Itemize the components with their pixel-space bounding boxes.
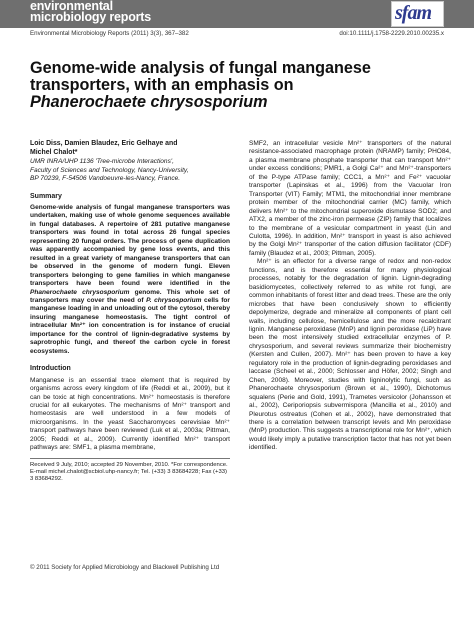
summary-text bbox=[30, 204, 230, 356]
journal-name-line2: microbiology reports bbox=[30, 10, 152, 24]
citation-info: Environmental Microbiology Reports (2011) 3(3), 367–382 bbox=[30, 30, 189, 37]
right-paragraph-1: SMF2, an intracellular vesicle Mn²⁺ transporters of the natural resistance-associated macrophage protein (NRAMP) family; PHO84, a plasma membrane phosphate transporter that can transport Mn²⁺ under excess conditions; PMR1, a Golgi Ca²⁺ and Mn²⁺-transporters of the P-type ATPase family; CCC1, a Mn²⁺ and Fe²⁺ vacuolar transporter (Lapinskas et al., 1996) from the Vacuolar Iron Transporter (VIT) Family; MTM1, the mitochondrial inner membrane protein member of the mitochondrial carrier (MC) family, which delivers Mn²⁺ to the mitochondrial superoxide dismutase SOD2; and ATX2, a member of the zinc-iron permease (ZIP) family that localizes to the membrane of a vesicular compartment in yeast (Lin and Culotta, 1996). In addition, Mn²⁺ transport in yeast is also achieved by the Golgi Mn²⁺ transporter of the cation diffusion facilitator (CDF) family (Blaudez et al., 2003; Pittman, 2005). bbox=[249, 140, 451, 257]
summary-part-2: genome. This whole set of transporters may cover the need of bbox=[30, 288, 230, 304]
affiliation bbox=[30, 158, 230, 183]
journal-name bbox=[30, 1, 151, 23]
sfam-logo-text: sfam bbox=[395, 2, 431, 24]
right-column bbox=[249, 140, 451, 453]
journal-header-band bbox=[0, 0, 474, 28]
summary-species-1: Phanerochaete chrysosporium bbox=[30, 288, 130, 296]
affiliation-line-3: BP 70239, F-54506 Vandoeuvre-les-Nancy, France. bbox=[30, 175, 181, 183]
summary-heading: Summary bbox=[30, 192, 62, 200]
summary-part-3: cells for manganese loading in and unloading out of the cytosol, thereby insuring manganese homeostasis. The tight control of intracellular Mn²⁺ ion concentration is for instance of crucial importance for the control of lignin-degradative systems by saprotrophic fungi, and thereof the carbon cycle in forest ecosystems. bbox=[30, 296, 230, 355]
left-column bbox=[30, 140, 230, 483]
title-line-2: transporters, with an emphasis on bbox=[30, 76, 294, 94]
affiliation-line-1: UMR INRA/UHP 1136 'Tree-microbe Interactions', bbox=[30, 158, 174, 166]
summary-species-2: P. chrysosporium bbox=[146, 296, 202, 304]
sfam-logo bbox=[391, 1, 444, 27]
article-title bbox=[30, 60, 450, 111]
journal-name-line1: environmental bbox=[30, 0, 113, 13]
introduction-paragraph-1: Manganese is an essential trace element that is required by organisms across every kingdom of life (Reddi et al., 2009), but it can be toxic at high concentrations. Mn²⁺ homeostasis is therefore crucial for all eukaryotes. The mechanisms of Mn²⁺ transport and homeostasis are well understood in a few models of microorganisms. In the yeast Saccharomyces cerevisiae Mn²⁺ transport pathways have been reviewed (Luk et al., 2003a; Pittman, 2005; Reddi et al., 2009). Currently identified Mn²⁺ transport pathways are: SMF1, a plasma membrane, bbox=[30, 376, 230, 452]
right-paragraph-2: Mn²⁺ is an effector for a diverse range of redox and non-redox functions, and is therefore essential for many physiological processes, notably for the degradation of lignin. Lignin-degrading basidiomycetes, collectively referred to as white rot fungi, are common inhabitants of forest litter and dead trees. These are the only microbes that have been conclusively shown to efficiently depolymerize, degrade and mineralize all components of plant cell walls, including cellulose, hemicellulose and the more recalcitrant lignin. Manganese peroxidase (MnP) and lignin peroxidase (LiP) have been the most intensively studied extracellular enzymes of P. chrysosporium, and several reviews summarize their biochemistry (Kersten and Cullen, 2007). Mn²⁺ has been proven to have a key regulatory role in the production of lignin-degrading peroxidases and laccase (Scheel et al., 2000; Schlosser and Höfer, 2002; Singh and Chen, 2008). Moreover, studies with ligninolytic fungi, such as Phanerochaete chrysosporium (Brown et al., 1990), Dichotomus squalens (Perie and Gold, 1991), Trametes versicolor (Johansson et al., 2002), Ceriporiopsis subvermispora (Mancilla et al., 2010) and Pleurotus ostreatus (Cohen et al., 2002), have demonstrated that there is a correlation between transcript levels and Mn peroxidase (MnP) production. This suggests a transcriptional role for Mn²⁺, which would likely imply a putative transcription factor that has not yet been identified. bbox=[249, 258, 451, 452]
title-line-3: Phanerochaete chrysosporium bbox=[30, 93, 268, 111]
doi[interactable]: doi:10.1111/j.1758-2229.2010.00235.x bbox=[339, 30, 444, 37]
affiliation-line-2: Faculty of Sciences and Technology, Nancy-University, bbox=[30, 166, 189, 174]
author-list bbox=[30, 140, 230, 157]
received-correspondence-note: Received 9 July, 2010; accepted 29 November, 2010. *For correspondence. E-mail michel.chalot@scbiol.uhp-nancy.fr; Tel. (+33) 3 83684228; Fax (+33) 3 83684292. bbox=[30, 458, 230, 483]
title-line-1: Genome-wide analysis of fungal manganese bbox=[30, 59, 371, 77]
copyright-notice: © 2011 Society for Applied Microbiology and Blackwell Publishing Ltd bbox=[30, 564, 220, 571]
authors-line-1: Loic Diss, Damien Blaudez, Eric Gelhaye and bbox=[30, 140, 178, 147]
introduction-heading: Introduction bbox=[30, 365, 71, 373]
authors-line-2: Michel Chalot* bbox=[30, 148, 78, 156]
summary-part-1: Genome-wide analysis of fungal manganese transporters was undertaken, making use of whole genome sequences available in fungal databases. A repertoire of 281 putative manganese transporters was found in total across 26 fungal species representing 20 fungal orders. The process of gene duplication was apparently accompanied by gene loss events, and this resulted in a great variety of manganese transporters that can be observed in the genome of modern fungi. Eleven transporters belonging to gene families in which manganese transporters have been found were identified in the bbox=[30, 204, 230, 288]
